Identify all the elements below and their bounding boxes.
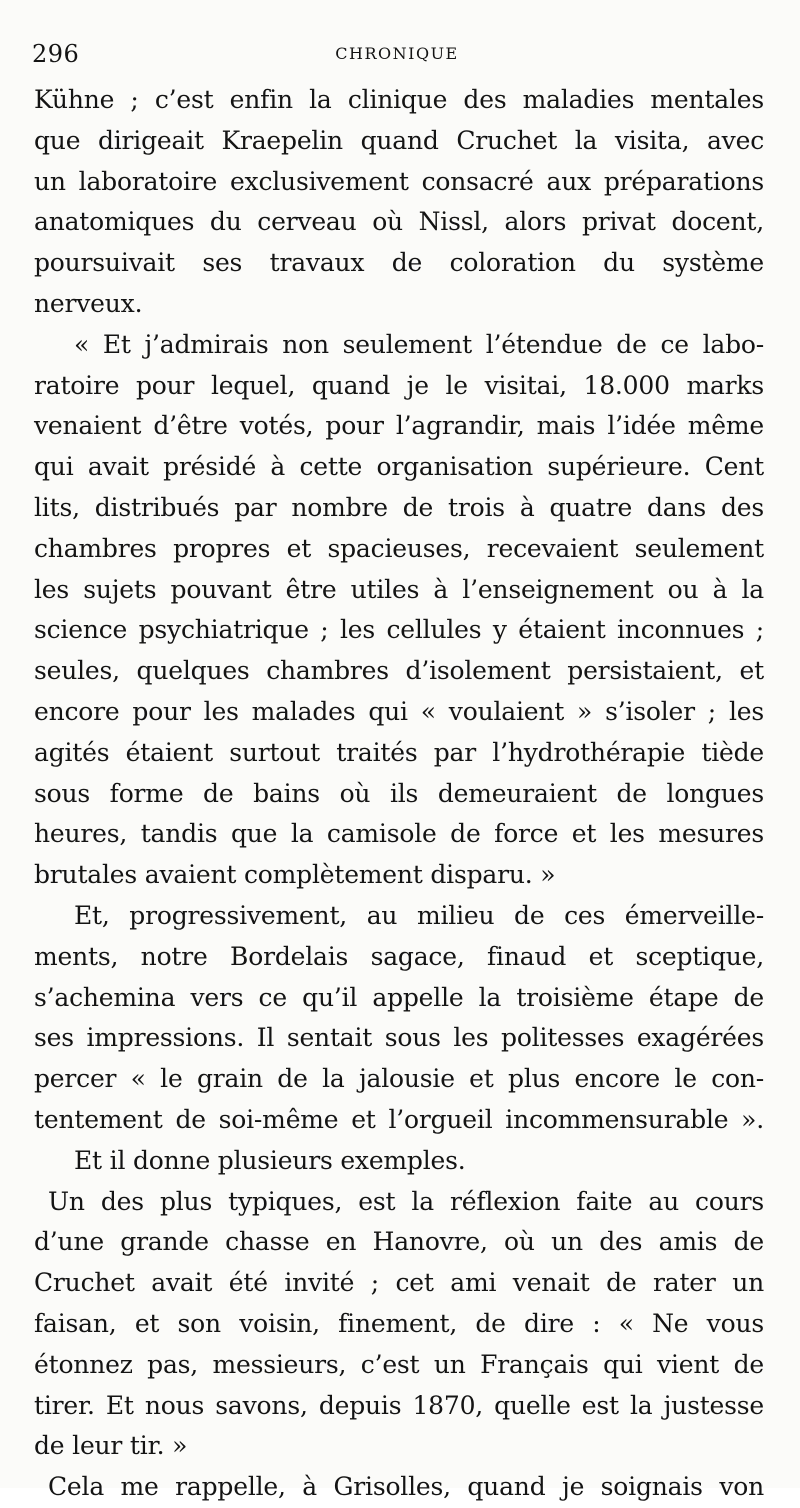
text-line: seules, quelques chambres d’isolement persistaient, et — [34, 656, 764, 686]
text-line: ments, notre Bordelais sagace, finaud et sceptique, — [34, 941, 764, 971]
text-line: tentement de soi-même et l’orgueil incommensurable ». — [34, 1104, 764, 1134]
text-line: que dirigeait Kraepelin quand Cruchet la visita, avec — [34, 125, 764, 155]
text-line: agités étaient surtout traités par l’hydrothérapie tiède — [34, 737, 764, 767]
text-line: poursuivait ses travaux de coloration du système — [34, 248, 764, 278]
text-line: venaient d’être votés, pour l’agrandir, mais l’idée même — [34, 411, 764, 441]
text-line: Kühne ; c’est enfin la clinique des maladies mentales — [34, 85, 764, 114]
text-line: percer « le grain de la jalousie et plus encore le con- — [34, 1064, 764, 1094]
text-line: Cruchet avait été invité ; cet ami venait de rater un — [34, 1268, 764, 1298]
text-line: anatomiques du cerveau où Nissl, alors privat docent, — [34, 207, 764, 237]
text-line: de leur tir. » — [34, 1431, 188, 1461]
text-line: tirer. Et nous savons, depuis 1870, quelle est la justesse — [34, 1390, 764, 1420]
text-line: étonnez pas, messieurs, c’est un Français qui vient de — [34, 1349, 764, 1379]
text-line: science psychiatrique ; les cellules y étaient inconnues ; — [34, 615, 764, 645]
text-line: sous forme de bains où ils demeuraient de longues — [34, 778, 764, 808]
text-line: Et, progressivement, au milieu de ces émerveille- — [74, 900, 764, 930]
text-line: brutales avaient complètement disparu. » — [34, 860, 556, 890]
text-line: faisan, et son voisin, finement, de dire : « Ne vous — [34, 1308, 764, 1338]
text-line: Cela me rappelle, à Grisolles, quand je soignais von — [48, 1472, 764, 1502]
text-line: ses impressions. Il sentait sous les politesses exagérées — [34, 1023, 764, 1053]
text-line: ratoire pour lequel, quand je le visitai, 18.000 marks — [34, 370, 764, 400]
text-line: d’une grande chasse en Hanovre, où un des amis de — [34, 1227, 764, 1257]
page-header — [32, 40, 762, 76]
text-line: « Et j’admirais non seulement l’étendue de ce labo- — [74, 329, 764, 359]
text-line: Un des plus typiques, est la réflexion faite au cours — [48, 1186, 764, 1216]
text-line: les sujets pouvant être utiles à l’enseignement ou à la — [34, 574, 764, 604]
text-line: nerveux. — [34, 288, 143, 318]
text-line: Et il donne plusieurs exemples. — [74, 1145, 466, 1175]
text-line: heures, tandis que la camisole de force et les mesures — [34, 819, 764, 849]
text-line: qui avait présidé à cette organisation supérieure. Cent — [34, 452, 764, 482]
running-head: CHRONIQUE — [335, 44, 459, 63]
text-line: encore pour les malades qui « voulaient » s’isoler ; les — [34, 696, 764, 726]
page-number: 296 — [32, 40, 80, 68]
text-line: chambres propres et spacieuses, recevaient seulement — [34, 533, 764, 563]
text-line: s’achemina vers ce qu’il appelle la troisième étape de — [34, 982, 764, 1012]
body-text — [34, 80, 764, 1508]
text-line: lits, distribués par nombre de trois à quatre dans des — [34, 492, 764, 522]
text-line: un laboratoire exclusivement consacré aux préparations — [34, 166, 764, 196]
